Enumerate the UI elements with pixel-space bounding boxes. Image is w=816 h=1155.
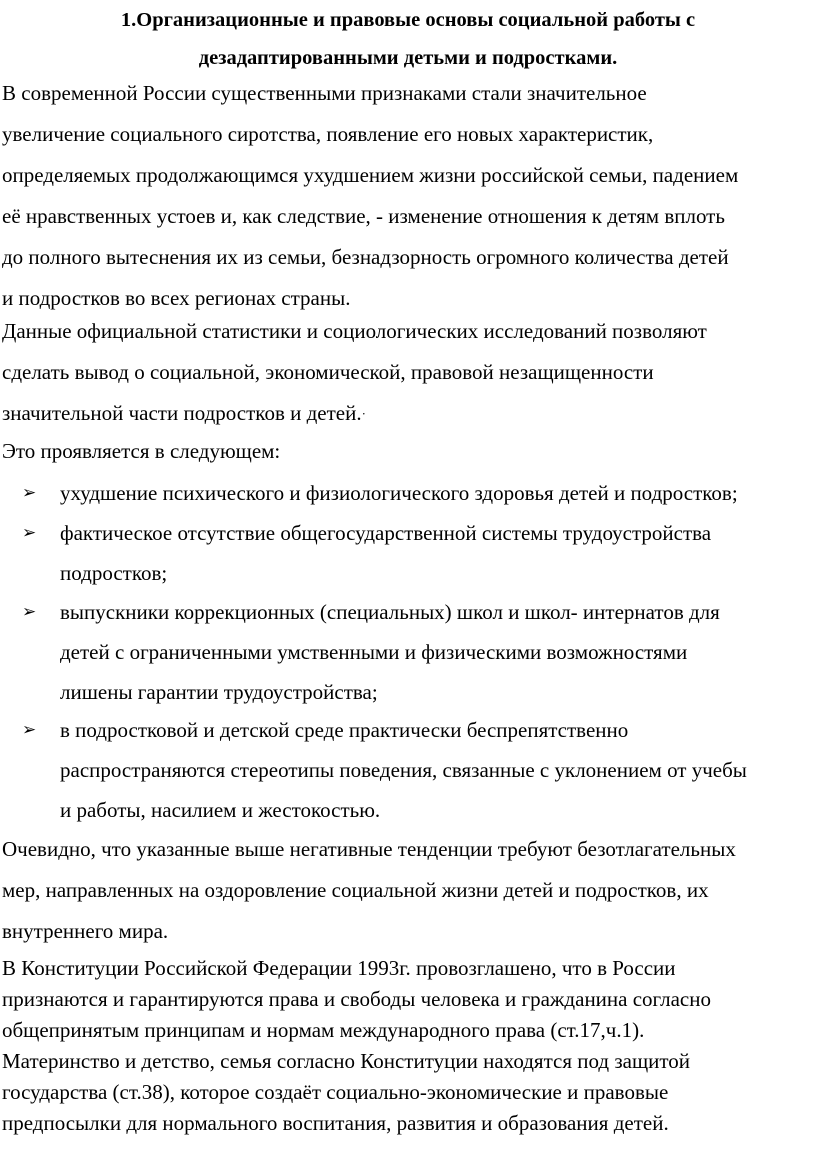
arrow-bullet-icon: ➢ [22,602,37,622]
text-line: фактическое отсутствие общегосударственной системы трудоустройства [60,521,712,545]
text-line: государства (ст.38), которое создаёт социально-экономические и правовые [2,1080,669,1104]
text-line: определяемых продолжающимся ухудшением жизни российской семьи, падением [2,163,739,187]
text-line: подростков; [60,561,168,585]
arrow-bullet-icon: ➢ [22,483,37,503]
text-line: Данные официальной статистики и социологических исследований позволяют [2,319,707,343]
arrow-bullet-icon: ➢ [22,523,37,543]
text-line: выпускники коррекционных (специальных) школ и школ- интернатов для [60,600,720,624]
text-line: внутреннего мира. [2,919,169,943]
paragraph-conclusion [2,829,814,952]
text-line: и работы, насилием и жестокостью. [60,798,381,822]
paragraph-constitution [2,953,814,1139]
text-line: её нравственных устоев и, как следствие, - изменение отношения к детям вплоть [2,204,725,228]
text-line: лишены гарантии трудоустройства; [60,680,378,704]
text-line: значительной части подростков и детей. [2,401,362,425]
text-line: предпосылки для нормального воспитания, развития и образования детей. [2,1111,669,1135]
text-line: общепринятым принципам и нормам международного права (ст.17,ч.1). [2,1018,645,1042]
text-line: детей с ограниченными умственными и физическими возможностями [60,640,688,664]
text-line: увеличение социального сиротства, появление его новых характеристик, [2,122,654,146]
text-line-with-mark [2,393,814,434]
text-line: Материнство и детство, семья согласно Конституции находятся под защитой [2,1049,690,1073]
text-line: мер, направленных на оздоровление социальной жизни детей и подростков, их [2,878,709,902]
paragraph-statistics [2,311,814,434]
text-line: распространяются стереотипы поведения, связанные с уклонением от учебы [60,758,747,782]
arrow-bullet-icon: ➢ [22,720,37,740]
text-line: ухудшение психического и физиологического здоровья детей и подростков; [60,481,738,505]
text-line: В современной России существенными признаками стали значительное [2,81,647,105]
text-line: В Конституции Российской Федерации 1993г. провозглашено, что в России [2,956,676,980]
paragraph-intro [2,73,814,319]
text-line: Очевидно, что указанные выше негативные тенденции требуют безотлагательных [2,837,736,861]
heading-line-2: дезадаптированными детьми и подростками. [198,47,618,69]
footnote-mark: · [361,406,366,421]
text-line: сделать вывод о социальной, экономической, правовой незащищенности [2,360,654,384]
text-line: в подростковой и детской среде практически беспрепятственно [60,718,629,742]
text-line: Это проявляется в следующем: [2,439,281,463]
text-line: признаются и гарантируются права и свободы человека и гражданина согласно [2,987,711,1011]
heading-line-1: 1.Организационные и правовые основы социальной работы с [120,9,696,31]
text-line: до полного вытеснения их из семьи, безнадзорность огромного количества детей [2,245,729,269]
text-line: и подростков во всех регионах страны. [2,286,351,310]
paragraph-manifests [2,431,814,472]
